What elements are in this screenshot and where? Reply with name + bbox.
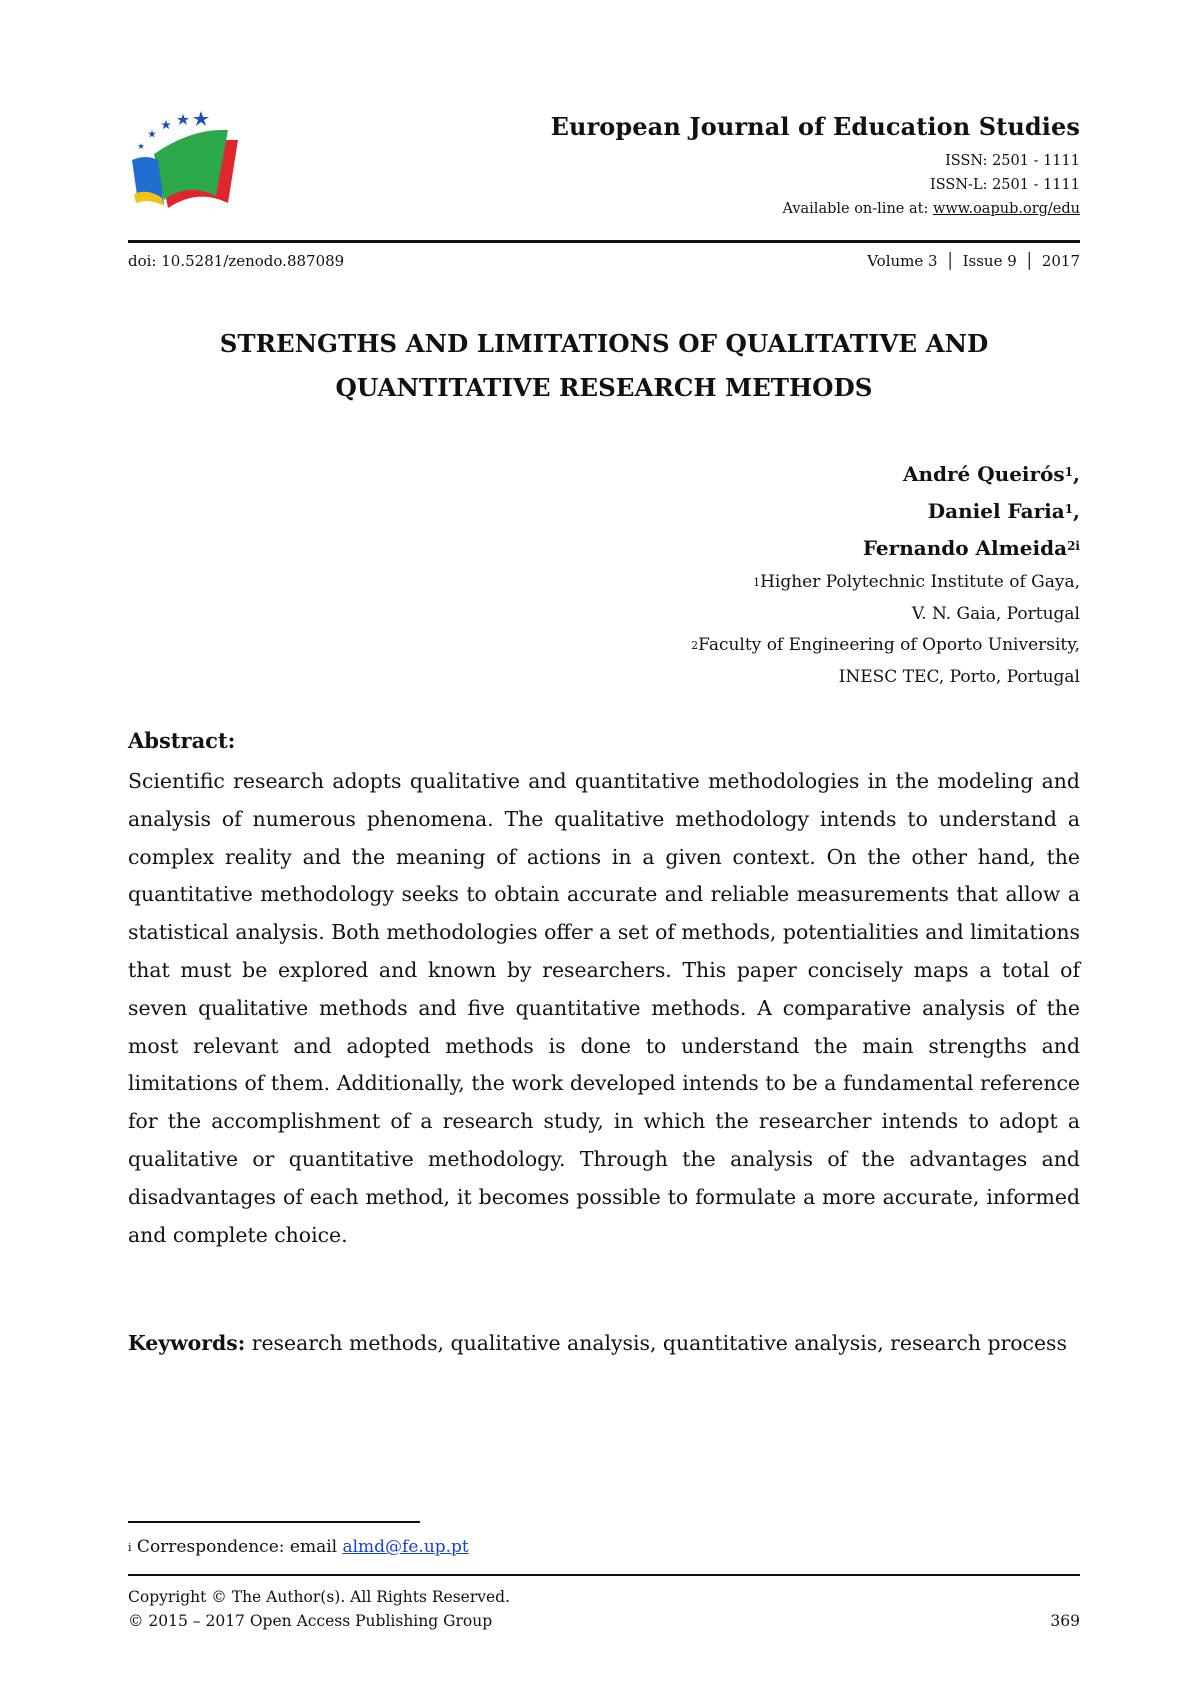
doi: doi: 10.5281/zenodo.887089 <box>128 252 345 270</box>
affiliation-mark: 1 <box>753 576 761 589</box>
affiliation-line: V. N. Gaia, Portugal <box>911 603 1080 624</box>
footer-row <box>128 1609 1080 1633</box>
footnote-text: Correspondence: email <box>131 1537 343 1557</box>
article-title-line-1: STRENGTHS AND LIMITATIONS OF QUALITATIVE AND <box>219 329 989 358</box>
separator: │ <box>945 252 955 270</box>
logo-star-4 <box>148 130 156 138</box>
issn-l: ISSN-L: 2501 - 1111 <box>930 177 1080 193</box>
logo-green-page <box>154 130 228 200</box>
page-footer <box>128 1585 1080 1633</box>
year: 2017 <box>1041 252 1080 270</box>
journal-masthead <box>551 112 1080 221</box>
copyright-line: Copyright © The Author(s). All Rights Reserved. <box>128 1588 511 1606</box>
article-title <box>128 322 1080 410</box>
author-name: Daniel Faria <box>927 499 1065 523</box>
affiliation-text: Higher Polytechnic Institute of Gaya, <box>760 572 1080 592</box>
affiliation-line <box>691 630 1080 662</box>
author-name: André Queirós <box>902 462 1065 486</box>
doi-row <box>128 252 1080 270</box>
publisher-line: © 2015 – 2017 Open Access Publishing Group <box>128 1612 493 1630</box>
issue: Issue 9 <box>962 252 1017 270</box>
journal-url-link[interactable]: www.oapub.org/edu <box>932 201 1080 217</box>
logo-star-2 <box>177 114 189 125</box>
author <box>691 493 1080 530</box>
keywords <box>128 1325 1080 1363</box>
logo-star-1 <box>193 111 209 126</box>
article-title-line-2: QUANTITATIVE RESEARCH METHODS <box>335 373 873 402</box>
volume-issue-year <box>867 252 1080 270</box>
affiliation-mark: 2 <box>691 639 699 652</box>
journal-logo <box>128 108 258 220</box>
author <box>691 456 1080 493</box>
correspondence-email-link[interactable]: almd@fe.up.pt <box>342 1537 469 1557</box>
abstract-heading: Abstract: <box>128 728 236 753</box>
footnote-marker: i <box>128 1541 132 1554</box>
footer-rule <box>128 1574 1080 1576</box>
keywords-label: Keywords: <box>128 1331 246 1355</box>
header-rule <box>128 240 1080 243</box>
author-affiliation-mark: 1 <box>1064 502 1074 516</box>
author-name: Fernando Almeida <box>862 536 1068 560</box>
keywords-text: research methods, qualitative analysis, quantitative analysis, research process <box>245 1331 1067 1355</box>
author-affiliation-mark: 2i <box>1067 539 1080 553</box>
volume: Volume 3 <box>867 252 938 270</box>
author-suffix: , <box>1073 462 1080 486</box>
logo-star-5 <box>138 143 144 149</box>
affiliation-text: Faculty of Engineering of Oporto University, <box>698 635 1080 655</box>
affiliation-line: INESC TEC, Porto, Portugal <box>838 666 1080 687</box>
author <box>691 530 1080 567</box>
availability-label: Available on-line at: <box>782 201 933 217</box>
separator: │ <box>1024 252 1034 270</box>
page-number: 369 <box>1050 1612 1080 1630</box>
logo-star-3 <box>161 120 171 129</box>
journal-name: European Journal of Education Studies <box>550 112 1080 141</box>
author-affiliation-mark: 1 <box>1064 465 1074 479</box>
author-suffix: , <box>1073 499 1080 523</box>
footnote-rule <box>128 1521 420 1523</box>
abstract-body: Scientific research adopts qualitative and quantitative methodologies in the modeling and analysis of numerous phenomena. The qualitative methodology intends to understand a complex reality and the meaning of actions in a given context. On the other hand, the quantitative methodology seeks to obtain accurate and reliable measurements that allow a statistical analysis. Both methodologies offer a set of methods, potentialities and limitations that must be explored and known by researchers. This paper concisely maps a total of seven qualitative methods and five quantitative methods. A comparative analysis of the most relevant and adopted methods is done to understand the main strengths and limitations of them. Additionally, the work developed intends to be a fundamental reference for the accomplishment of a research study, in which the researcher intends to adopt a qualitative or quantitative methodology. Through the analysis of the advantages and disadvantages of each method, it becomes possible to formulate a more accurate, informed and complete choice. <box>128 769 1080 1247</box>
affiliation-line <box>691 567 1080 599</box>
availability-line <box>551 197 1080 221</box>
author-block <box>691 456 1080 693</box>
correspondence-footnote <box>128 1537 469 1557</box>
issn: ISSN: 2501 - 1111 <box>945 153 1080 169</box>
